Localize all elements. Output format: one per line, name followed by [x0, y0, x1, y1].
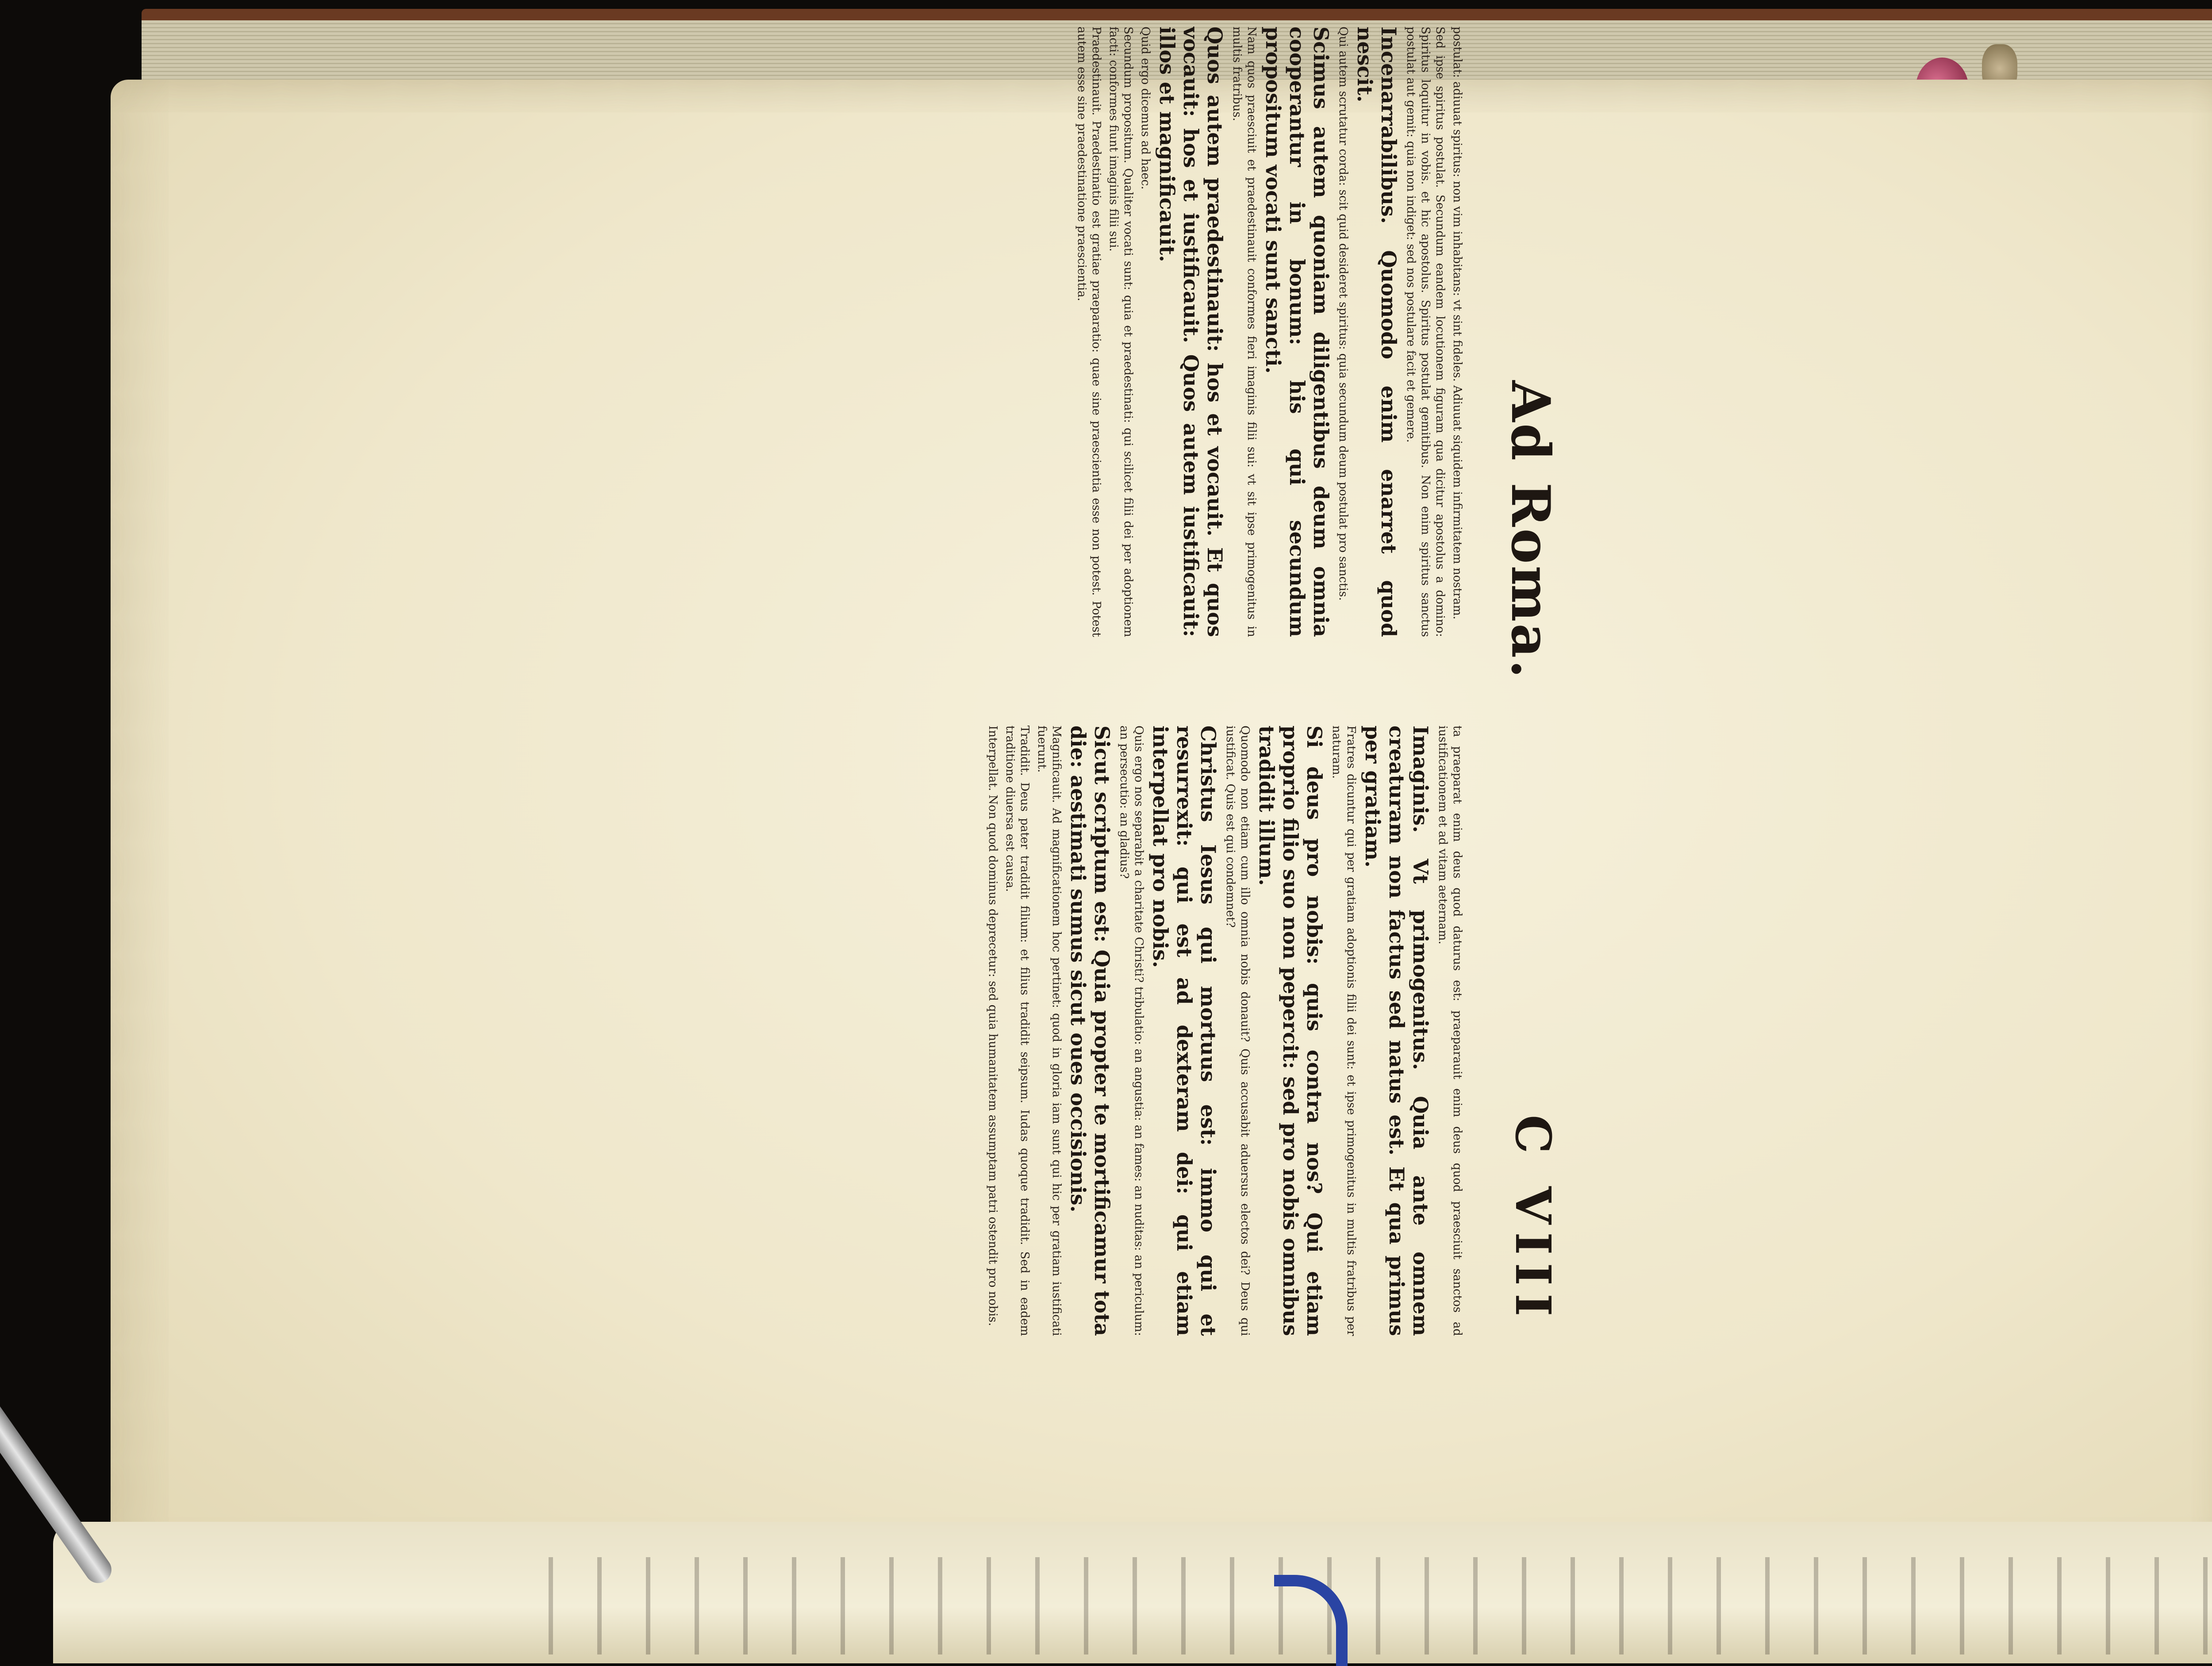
facing-page-text	[522, 1557, 2212, 1654]
gloss-paragraph: Quid ergo dicemus ad haec.	[1139, 27, 1152, 190]
running-head-folio: C VIII	[1505, 1115, 1562, 1324]
lemma-paragraph: Christus Iesus qui mortuus est: immo qui et resurrexit: qui est ad dexteram dei: qui etiam interpellat pro nobis.	[1148, 726, 1220, 1336]
gloss-paragraph: Nam quos praesciuit et praedestinauit conformes fieri imaginis filii sui: vt sit ipse primogenitus in multis fratribus.	[1230, 27, 1258, 637]
gloss-paragraph: postulat: adiuuat spiritus: non vim inhabitans: vt sint fideles. Adiuuat siquidem infirmitatem nostram.	[1451, 27, 1464, 620]
running-head	[1495, 0, 1571, 1416]
gloss-paragraph: Sed ipse spiritus postulat. Secundum eandem locutionem figuram qua dicitur apostolus a domino: Spiritus loquitur in vobis. et hic apostolus. Spiritus postulat gemitibus. Non enim spiritus sanctus postulat aut gemit: quia non indiget: sed nos postulare facit et gemere.	[1404, 27, 1447, 637]
gloss-paragraph: Quomodo non etiam cum illo omnia nobis donauit? Quis accusabit aduersus electos dei? Deus qui iustificat. Quis est qui condemnet?	[1224, 726, 1252, 1336]
gloss-paragraph: ta praeparat enim deus quod daturus est: praeparauit enim deus quod praesciuit sanctos ad iustificationem et ad vitam aeternam.	[1436, 726, 1464, 1336]
lemma-paragraph: Incenarrabilibus. Quomodo enim enarret quod nescit.	[1353, 27, 1401, 637]
lemma-paragraph: Scimus autem quoniam diligentibus deum omnia cooperantur in bonum: his qui secundum propositum vocati sunt sancti.	[1261, 27, 1333, 637]
text-column-right	[588, 726, 1464, 1336]
running-head-title: Ad Roma.	[1499, 380, 1562, 680]
text-column-left	[588, 27, 1464, 637]
lemma-paragraph: Imaginis. Vt primogenitus. Quia ante omnem creaturam non factus sed natus est. Et qua primus per gratiam.	[1361, 726, 1432, 1336]
gloss-paragraph: Praedestinauit. Praedestinatio est gratiae praeparatio: quae sine praescientia esse non potest. Potest autem esse sine praedestinatione praescientia.	[1075, 27, 1103, 637]
gloss-paragraph: Tradidit. Deus pater tradidit filium: et filius tradidit seipsum. Iudas quoque tradidit. Sed in eadem traditione diuersa est causa.	[1003, 726, 1031, 1336]
gloss-paragraph: Secundum propositum. Qualiter vocati sunt: quia et praedestinati: qui scilicet filii dei per adoptionem facti: conformes fiunt imaginis filii sui.	[1107, 27, 1135, 637]
printed-text-block	[553, 0, 1571, 1416]
gloss-paragraph: Qui autem scrutatur corda: scit quid desideret spiritus: quia secundum deum postulat pro sanctis.	[1336, 27, 1350, 601]
lemma-paragraph: Si deus pro nobis: quis contra nos? Qui etiam proprio filio suo non pepercit: sed pro nobis omnibus tradidit illum.	[1255, 726, 1326, 1336]
lemma-paragraph: Quos autem praedestinauit: hos et vocauit. Et quos vocauit: hos et iustificauit. Quos autem iustificauit: illos et magnificauit.	[1155, 27, 1227, 637]
gloss-paragraph: Magnificauit. Ad magnificationem hoc pertinet: quod in gloria iam sunt qui hic per gratiam iustificati fuerunt.	[1035, 726, 1063, 1336]
gloss-paragraph: Fratres dicuntur qui per gratiam adoptionis filii dei sunt: et ipse primogenitus in multis fratribus per naturam.	[1330, 726, 1358, 1336]
gloss-paragraph: Interpellat. Non quod dominus deprecetur: sed quia humanitatem assumptam patri ostendit pro nobis.	[986, 726, 999, 1326]
lemma-paragraph: Sicut scriptum est: Quia propter te mortificamur tota die: aestimati sumus sicut oues occisionis.	[1066, 726, 1114, 1336]
gloss-paragraph: Quis ergo nos separabit a charitate Christi? tribulatio: an angustia: an fames: an nuditas: an periculum: an persecutio: an gladius?	[1118, 726, 1145, 1336]
